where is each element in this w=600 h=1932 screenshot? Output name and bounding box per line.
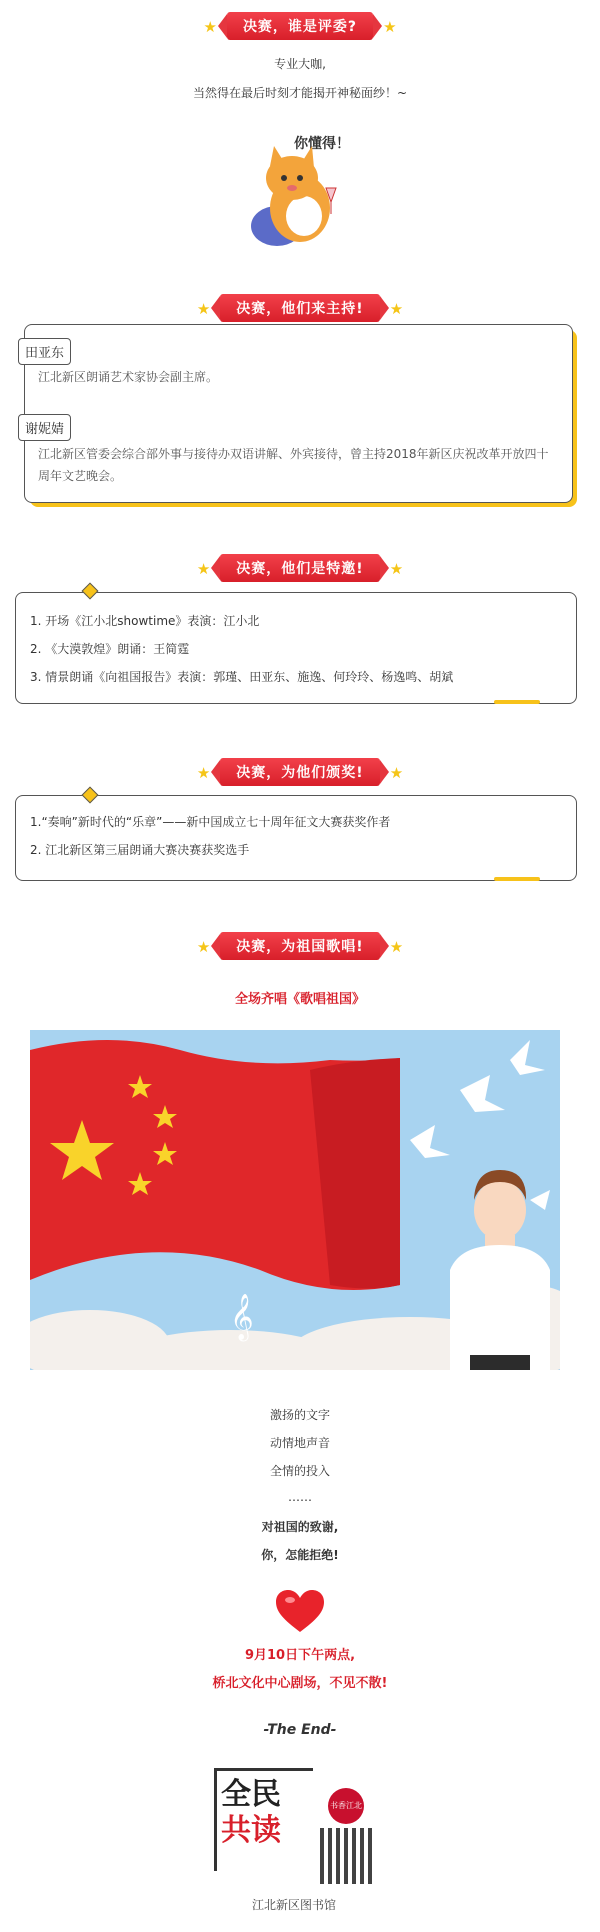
end-text: -The End-	[263, 1722, 337, 1738]
section-title: 决赛，他们是特邀!	[220, 554, 379, 582]
event-venue: 桥北文化中心剧场，不见不散!	[212, 1676, 388, 1691]
star-icon: ★	[196, 559, 211, 578]
section-judges-header	[0, 12, 600, 40]
star-icon: ★	[389, 937, 404, 956]
reading-logo	[214, 1768, 313, 1871]
library-badge: 书香江北	[328, 1788, 364, 1824]
star-icon: ★	[389, 559, 404, 578]
section-title: 决赛，谁是评委?	[227, 12, 373, 40]
section-title: 决赛，他们来主持!	[220, 294, 379, 322]
flag-illustration	[30, 1030, 560, 1370]
song-line: ……	[288, 1490, 312, 1504]
guest-item: 2. 《大漠敦煌》朗诵：王简霆	[30, 642, 190, 656]
section-title: 决赛，为他们颁奖!	[220, 758, 379, 786]
logo-line-1: 全民	[221, 1777, 281, 1812]
section-awards-header	[0, 758, 600, 786]
section-guests-header	[0, 554, 600, 582]
star-icon: ★	[389, 763, 404, 782]
star-icon: ★	[196, 299, 211, 318]
svg-text:𝄞: 𝄞	[230, 1294, 254, 1340]
star-icon: ★	[389, 299, 404, 318]
song-line: 动情地声音	[269, 1436, 330, 1450]
judges-line-2: 当然得在最后时刻才能揭开神秘面纱！~	[192, 86, 408, 100]
library-name: 江北新区图书馆	[252, 1898, 337, 1912]
logo-line-2: 共读	[221, 1813, 281, 1848]
section-hosts-header	[0, 294, 600, 322]
song-subtitle: 全场齐唱《歌唱祖国》	[234, 992, 365, 1007]
song-line: 全情的投入	[269, 1464, 330, 1478]
judges-line-1: 专业大咖,	[274, 57, 326, 71]
guest-item: 1. 开场《江小北showtime》表演：江小北	[30, 614, 260, 628]
gold-accent-bar	[494, 700, 540, 704]
guest-item: 3. 情景朗诵《向祖国报告》表演：郭瑾、田亚东、施逸、何玲玲、杨逸鸣、胡斌	[30, 670, 454, 684]
sticker-text: 你懂得！	[294, 136, 350, 152]
host-desc: 江北新区朗诵艺术家协会副主席。	[38, 370, 219, 384]
section-title: 决赛，为祖国歌唱!	[220, 932, 379, 960]
host-desc: 江北新区管委会综合部外事与接待办双语讲解、外宾接待，曾主持2018年新区庆祝改革开放四十周年文艺晚会。	[38, 447, 549, 483]
star-icon: ★	[196, 937, 211, 956]
star-icon: ★	[203, 17, 217, 36]
star-icon: ★	[196, 763, 211, 782]
award-item: 1.“奏响”新时代的“乐章”——新中国成立七十周年征文大赛获奖作者	[30, 815, 391, 829]
song-bold-line: 你，怎能拒绝!	[261, 1548, 339, 1562]
event-date: 9月10日下午两点,	[244, 1648, 356, 1663]
host-name-tag: 谢妮婧	[18, 414, 71, 441]
star-icon: ★	[383, 17, 397, 36]
song-bold-line: 对祖国的致谢,	[261, 1520, 339, 1534]
host-name-tag: 田亚东	[18, 338, 71, 365]
section-song-header	[0, 932, 600, 960]
cat-sticker	[232, 128, 372, 258]
award-item: 2. 江北新区第三届朗诵大赛决赛获奖选手	[30, 843, 250, 857]
song-line: 激扬的文字	[269, 1408, 330, 1422]
qr-code	[320, 1828, 376, 1884]
heart-icon	[274, 1588, 326, 1636]
gold-accent-bar	[494, 877, 540, 881]
